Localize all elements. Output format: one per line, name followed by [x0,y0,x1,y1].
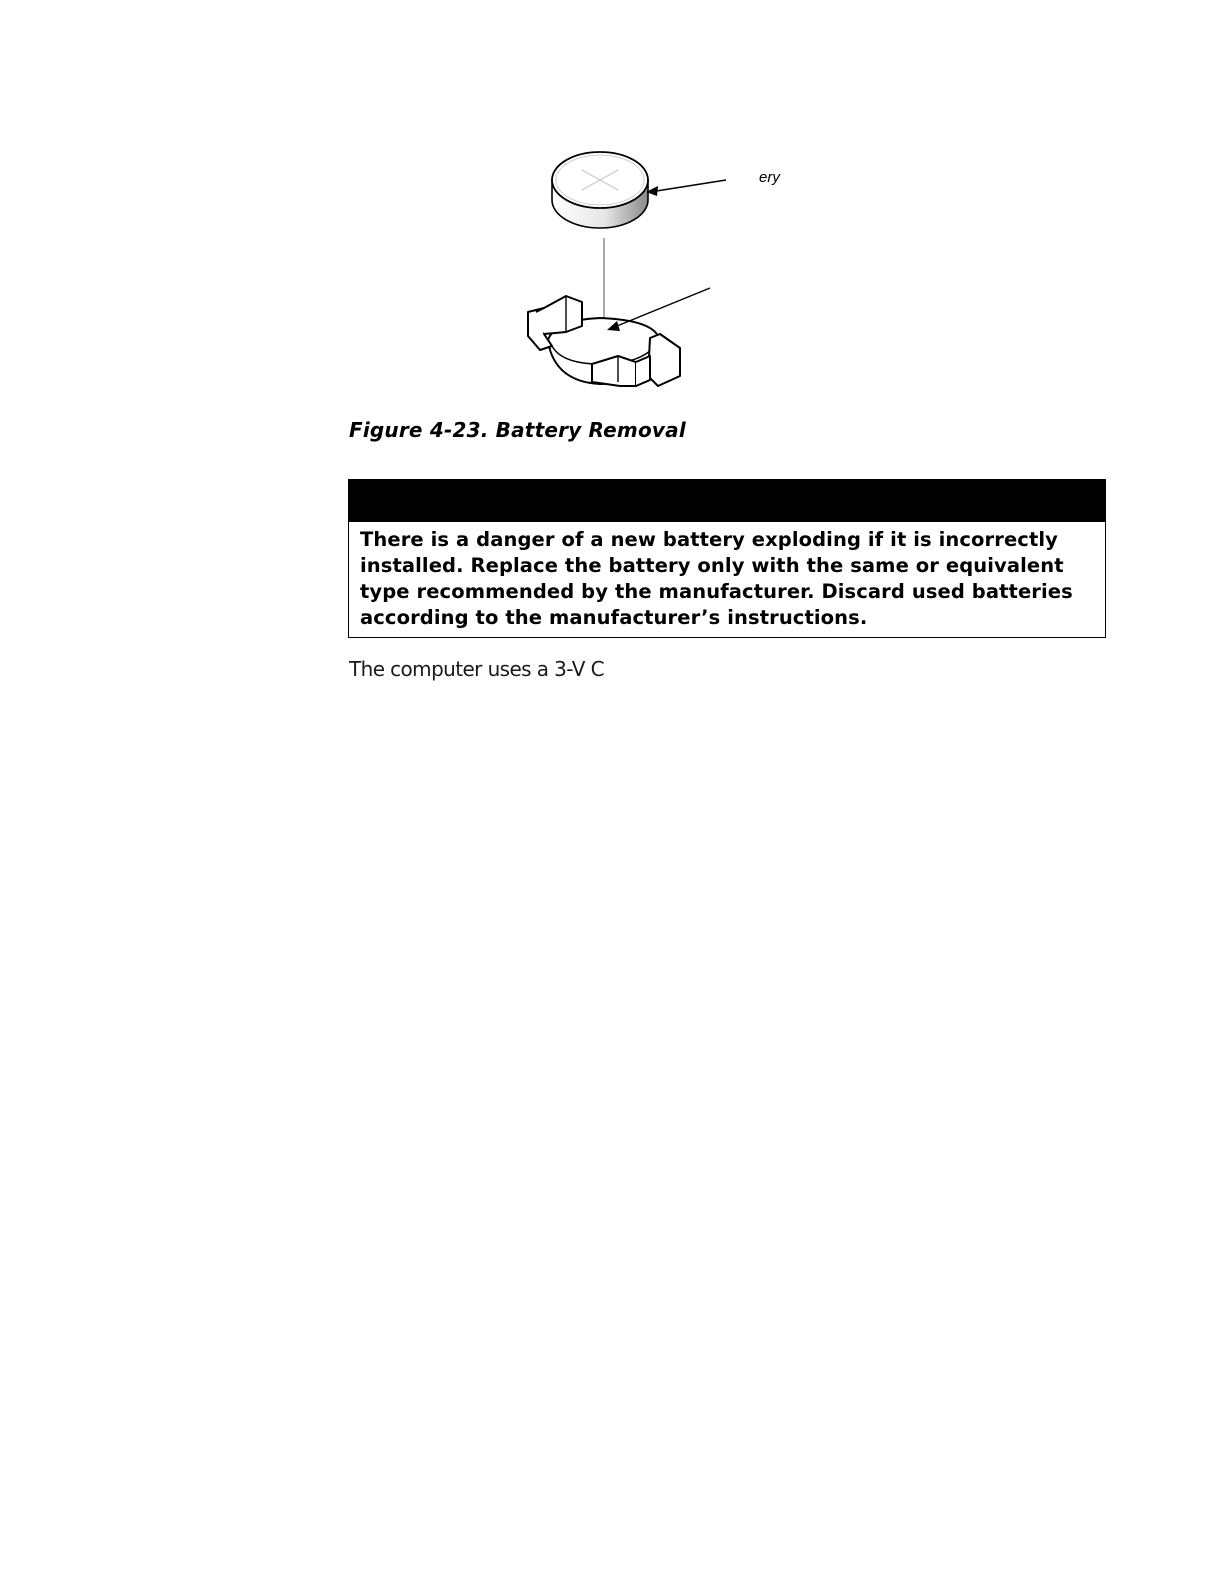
warning-text [349,522,1105,631]
warning-header [349,480,1105,522]
battery-removal-illustration [500,150,820,400]
body-paragraph: The computer uses a 3-V C [349,657,604,681]
battery-callout-arrow [646,180,726,196]
battery-callout-label: ery [759,169,780,186]
warning-line: according to the manufacturer’s instructions. [360,606,868,629]
warning-box [348,479,1106,638]
figure-caption: Figure 4-23. Battery Removal [349,418,686,442]
coin-battery-icon [552,152,648,228]
warning-line: There is a danger of a new battery exploding if it is incorrectly [360,528,1058,551]
warning-line: installed. Replace the battery only with the same or equivalent [360,554,1064,577]
warning-line: type recommended by the manufacturer. Discard used batteries [360,580,1073,603]
